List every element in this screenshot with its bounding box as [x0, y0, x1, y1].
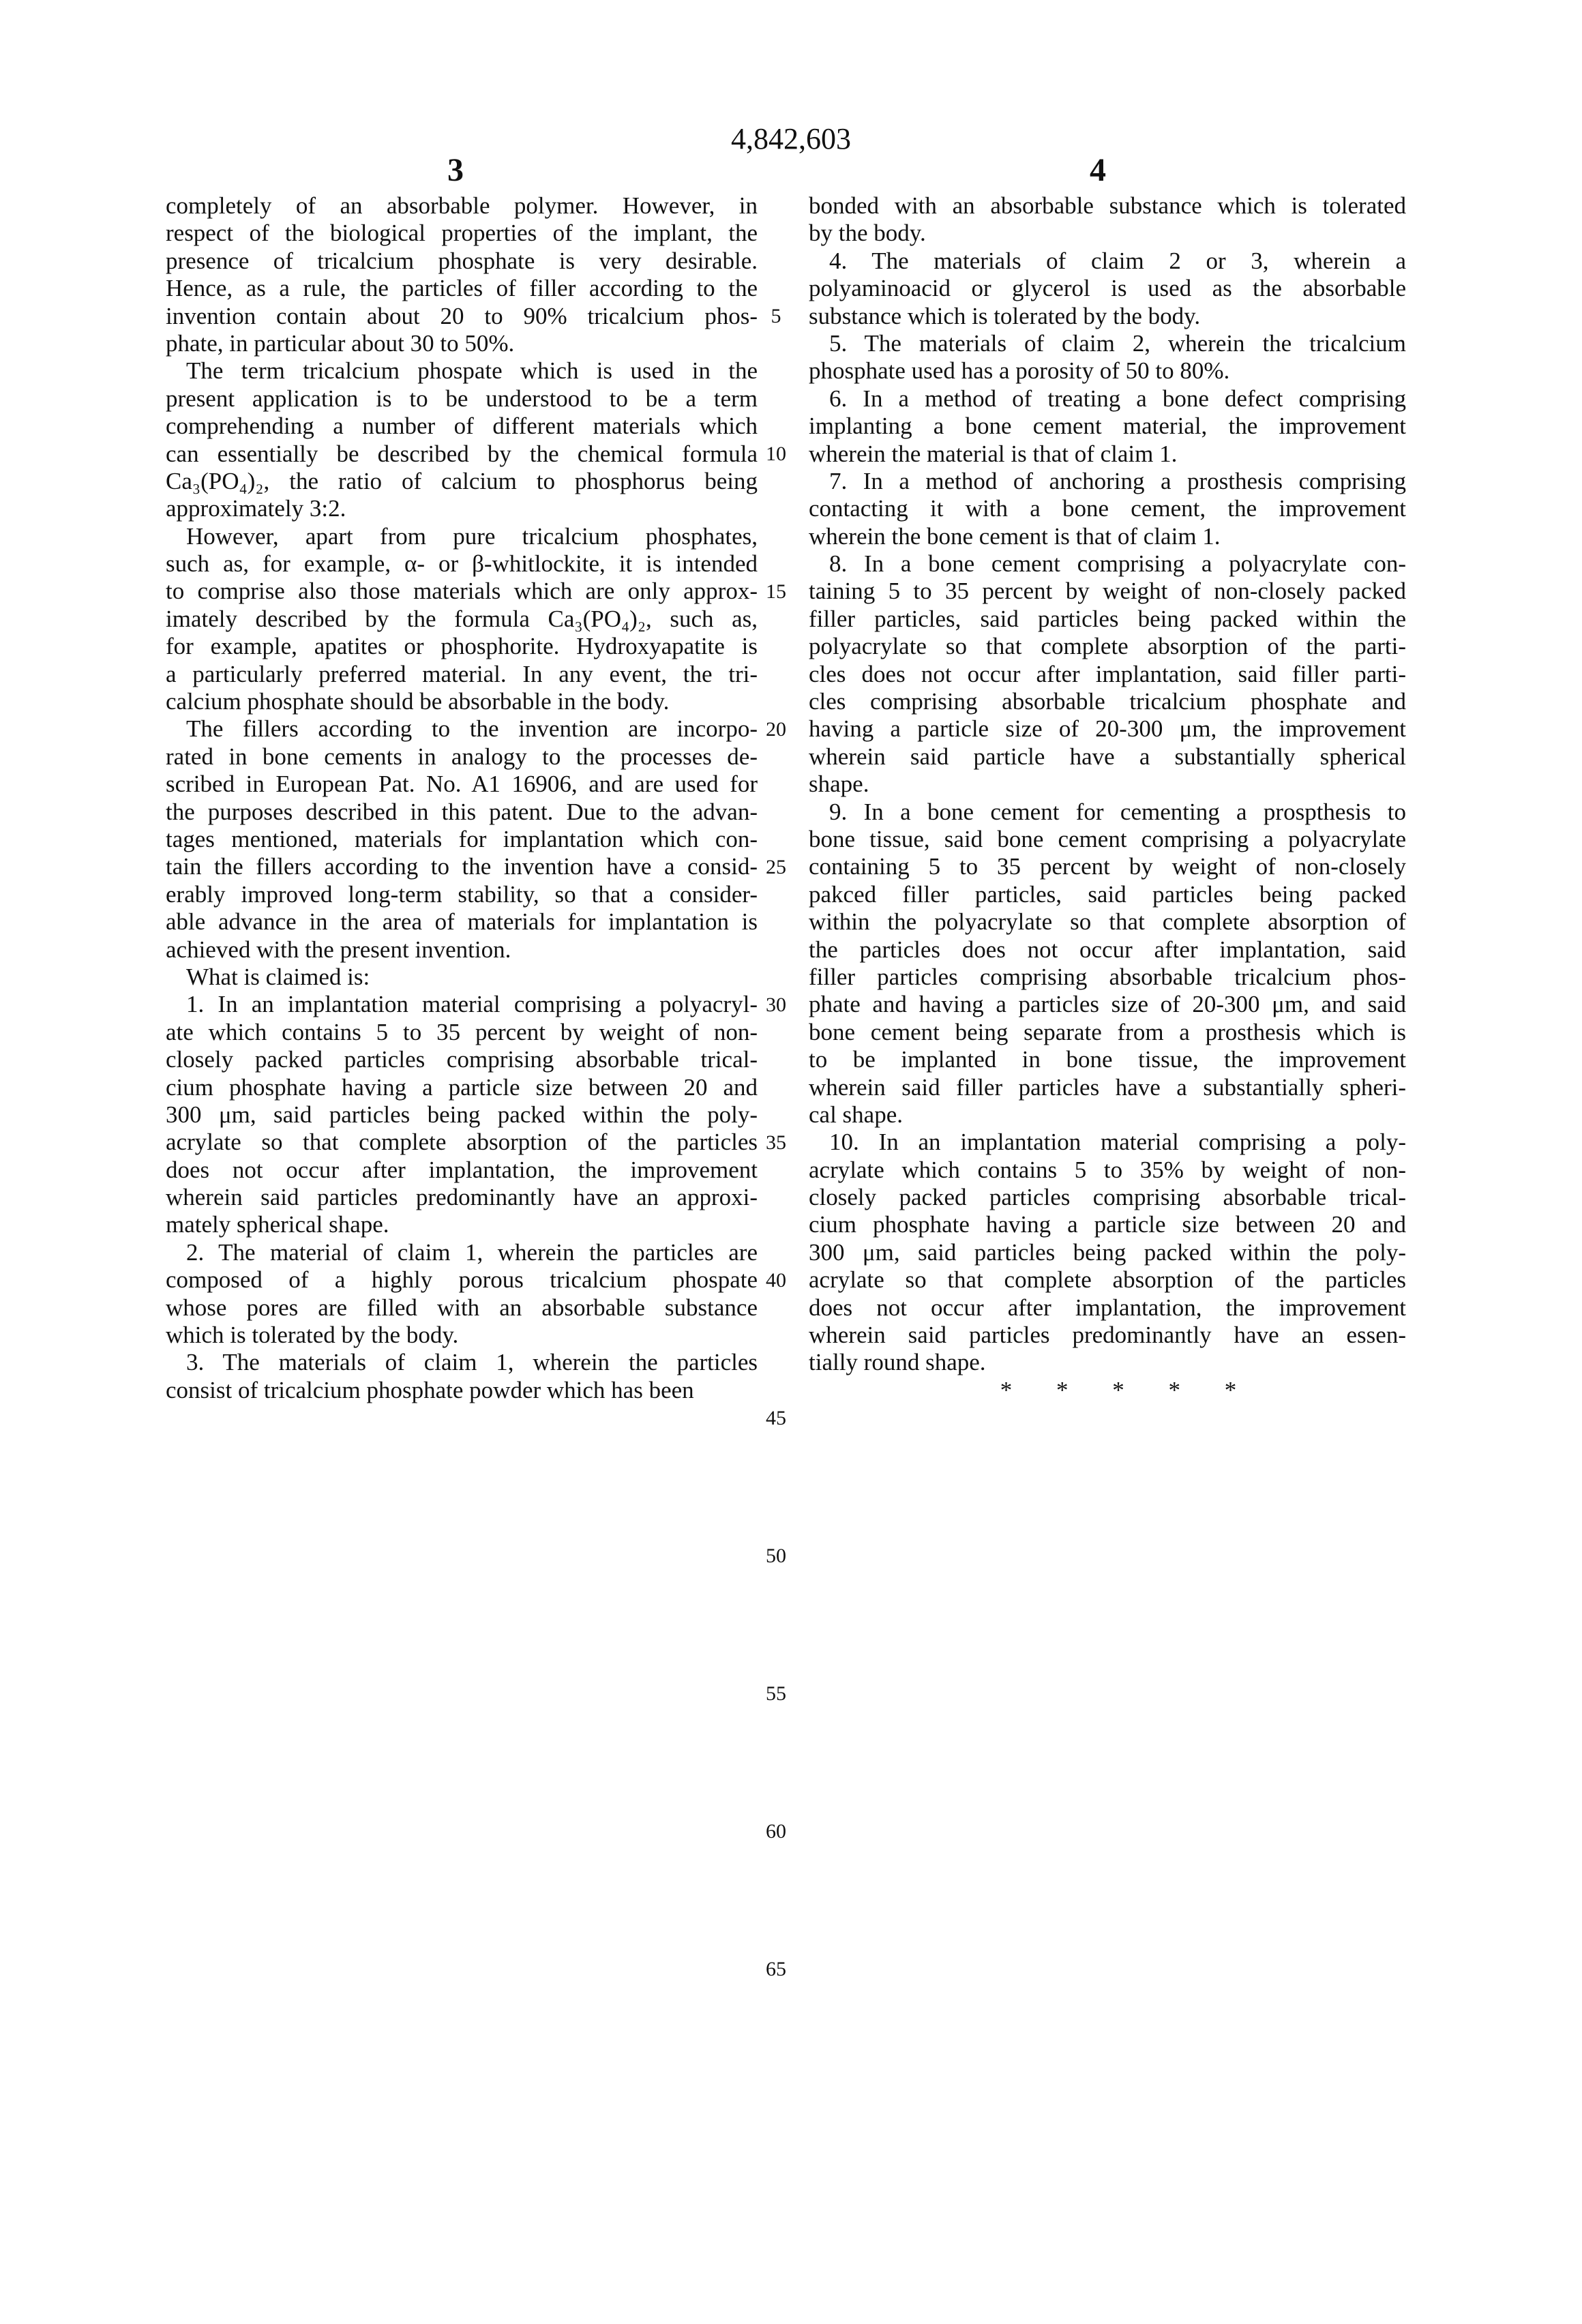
- text-line: cal shape.: [809, 1101, 1406, 1129]
- text-line: by the body.: [809, 220, 1406, 247]
- line-number: 5: [757, 303, 795, 330]
- text-line: 2. The material of claim 1, wherein the particles are: [166, 1239, 758, 1266]
- right-column-number: 4: [1064, 151, 1132, 189]
- text-line: 7. In a method of anchoring a prosthesis comprising: [809, 468, 1406, 495]
- text-line: the purposes described in this patent. Due to the advan-: [166, 799, 758, 826]
- text-line: 9. In a bone cement for cementing a prospthesis to: [809, 799, 1406, 826]
- text-line: can essentially be described by the chemical formula: [166, 441, 758, 468]
- line-number: 40: [757, 1267, 795, 1294]
- text-line: wherein said particle have a substantially spherical: [809, 743, 1406, 771]
- text-line: What is claimed is:: [166, 964, 758, 991]
- text-line: containing 5 to 35 percent by weight of non-closely: [809, 853, 1406, 880]
- text-line: Hence, as a rule, the particles of filler according to the: [166, 275, 758, 302]
- text-line: phosphate used has a porosity of 50 to 80%.: [809, 357, 1406, 385]
- text-line: bonded with an absorbable substance which is tolerated: [809, 192, 1406, 220]
- line-number: 65: [757, 1956, 795, 1983]
- text-line: closely packed particles comprising absorbable trical-: [809, 1184, 1406, 1211]
- text-line: wherein said particles predominantly have an approxi-: [166, 1184, 758, 1211]
- left-column-number: 3: [421, 151, 490, 189]
- text-line: calcium phosphate should be absorbable in the body.: [166, 688, 758, 715]
- text-line: approximately 3:2.: [166, 495, 758, 522]
- text-line: closely packed particles comprising absorbable trical-: [166, 1046, 758, 1073]
- text-line: filler particles, said particles being packed within the: [809, 606, 1406, 633]
- text-line: wherein said filler particles have a substantially spheri-: [809, 1074, 1406, 1101]
- text-line: acrylate so that complete absorption of the particles: [809, 1266, 1406, 1294]
- text-line: completely of an absorbable polymer. However, in: [166, 192, 758, 220]
- text-line: bone cement being separate from a prosthesis which is: [809, 1019, 1406, 1046]
- text-line: having a particle size of 20-300 μm, the improvement: [809, 715, 1406, 743]
- text-line: polyaminoacid or glycerol is used as the absorbable: [809, 275, 1406, 302]
- text-line: 3. The materials of claim 1, wherein the particles: [166, 1349, 758, 1376]
- text-line: erably improved long-term stability, so that a consider-: [166, 881, 758, 908]
- patent-number: 4,842,603: [0, 121, 1582, 156]
- line-number: 10: [757, 441, 795, 468]
- line-number: 35: [757, 1129, 795, 1157]
- text-line: achieved with the present invention.: [166, 936, 758, 964]
- text-line: acrylate which contains 5 to 35% by weight of non-: [809, 1157, 1406, 1184]
- text-line: imately described by the formula Ca₃(PO₄)₂, such as,: [166, 606, 758, 633]
- text-line: * * * * *: [809, 1377, 1406, 1404]
- text-line: within the polyacrylate so that complete absorption of: [809, 908, 1406, 936]
- text-line: 8. In a bone cement comprising a polyacrylate con-: [809, 550, 1406, 578]
- text-line: 5. The materials of claim 2, wherein the tricalcium: [809, 330, 1406, 357]
- text-line: scribed in European Pat. No. A1 16906, and are used for: [166, 771, 758, 798]
- text-line: invention contain about 20 to 90% tricalcium phos-: [166, 303, 758, 330]
- text-line: filler particles comprising absorbable tricalcium phos-: [809, 964, 1406, 991]
- text-line: 300 μm, said particles being packed within the poly-: [166, 1101, 758, 1129]
- line-number: 20: [757, 716, 795, 743]
- text-line: 300 μm, said particles being packed within the poly-: [809, 1239, 1406, 1266]
- text-line: taining 5 to 35 percent by weight of non-closely packed: [809, 578, 1406, 605]
- text-line: comprehending a number of different materials which: [166, 413, 758, 440]
- text-line: 6. In a method of treating a bone defect comprising: [809, 385, 1406, 413]
- text-line: polyacrylate so that complete absorption of the parti-: [809, 633, 1406, 660]
- text-line: a particularly preferred material. In any event, the tri-: [166, 661, 758, 688]
- text-line: pakced filler particles, said particles being packed: [809, 881, 1406, 908]
- text-line: cium phosphate having a particle size between 20 and: [809, 1211, 1406, 1238]
- text-line: 10. In an implantation material comprising a poly-: [809, 1129, 1406, 1156]
- text-line: the particles does not occur after implantation, said: [809, 936, 1406, 964]
- text-line: composed of a highly porous tricalcium phospate: [166, 1266, 758, 1294]
- text-line: wherein said particles predominantly have an essen-: [809, 1322, 1406, 1349]
- left-text-column: [166, 192, 758, 1404]
- text-line: consist of tricalcium phosphate powder which has been: [166, 1377, 758, 1404]
- line-number: 45: [757, 1405, 795, 1432]
- text-line: tain the fillers according to the invention have a consid-: [166, 853, 758, 880]
- text-line: tages mentioned, materials for implantation which con-: [166, 826, 758, 853]
- text-line: phate and having a particles size of 20-300 μm, and said: [809, 991, 1406, 1018]
- text-line: such as, for example, α- or β-whitlockite, it is intended: [166, 550, 758, 578]
- text-line: able advance in the area of materials for implantation is: [166, 908, 758, 936]
- text-line: present application is to be understood to be a term: [166, 385, 758, 413]
- text-line: presence of tricalcium phosphate is very desirable.: [166, 248, 758, 275]
- text-line: However, apart from pure tricalcium phosphates,: [166, 523, 758, 550]
- line-number: 60: [757, 1818, 795, 1845]
- text-line: substance which is tolerated by the body.: [809, 303, 1406, 330]
- line-number: 15: [757, 578, 795, 606]
- text-line: which is tolerated by the body.: [166, 1322, 758, 1349]
- text-line: cles comprising absorbable tricalcium phosphate and: [809, 688, 1406, 715]
- text-line: respect of the biological properties of the implant, the: [166, 220, 758, 247]
- text-line: Ca₃(PO₄)₂, the ratio of calcium to phosphorus being: [166, 468, 758, 495]
- line-number: 50: [757, 1543, 795, 1570]
- line-number: 55: [757, 1680, 795, 1708]
- text-line: mately spherical shape.: [166, 1211, 758, 1238]
- text-line: phate, in particular about 30 to 50%.: [166, 330, 758, 357]
- text-line: implanting a bone cement material, the improvement: [809, 413, 1406, 440]
- text-line: The fillers according to the invention are incorpo-: [166, 715, 758, 743]
- text-line: wherein the material is that of claim 1.: [809, 441, 1406, 468]
- text-line: does not occur after implantation, the improvement: [166, 1157, 758, 1184]
- text-line: acrylate so that complete absorption of the particles: [166, 1129, 758, 1156]
- text-line: cles does not occur after implantation, said filler parti-: [809, 661, 1406, 688]
- text-line: ate which contains 5 to 35 percent by weight of non-: [166, 1019, 758, 1046]
- text-line: The term tricalcium phospate which is used in the: [166, 357, 758, 385]
- text-line: rated in bone cements in analogy to the processes de-: [166, 743, 758, 771]
- right-text-column: [809, 192, 1406, 1404]
- text-line: shape.: [809, 771, 1406, 798]
- text-line: to comprise also those materials which are only approx-: [166, 578, 758, 605]
- text-line: does not occur after implantation, the improvement: [809, 1294, 1406, 1322]
- text-line: for example, apatites or phosphorite. Hydroxyapatite is: [166, 633, 758, 660]
- text-line: wherein the bone cement is that of claim 1.: [809, 523, 1406, 550]
- text-line: 1. In an implantation material comprising a polyacryl-: [166, 991, 758, 1018]
- text-line: 4. The materials of claim 2 or 3, wherein a: [809, 248, 1406, 275]
- text-line: whose pores are filled with an absorbable substance: [166, 1294, 758, 1322]
- text-line: tially round shape.: [809, 1349, 1406, 1376]
- text-line: to be implanted in bone tissue, the improvement: [809, 1046, 1406, 1073]
- text-line: contacting it with a bone cement, the improvement: [809, 495, 1406, 522]
- line-number: 30: [757, 992, 795, 1019]
- line-number: 25: [757, 854, 795, 881]
- text-line: bone tissue, said bone cement comprising a polyacrylate: [809, 826, 1406, 853]
- text-line: cium phosphate having a particle size between 20 and: [166, 1074, 758, 1101]
